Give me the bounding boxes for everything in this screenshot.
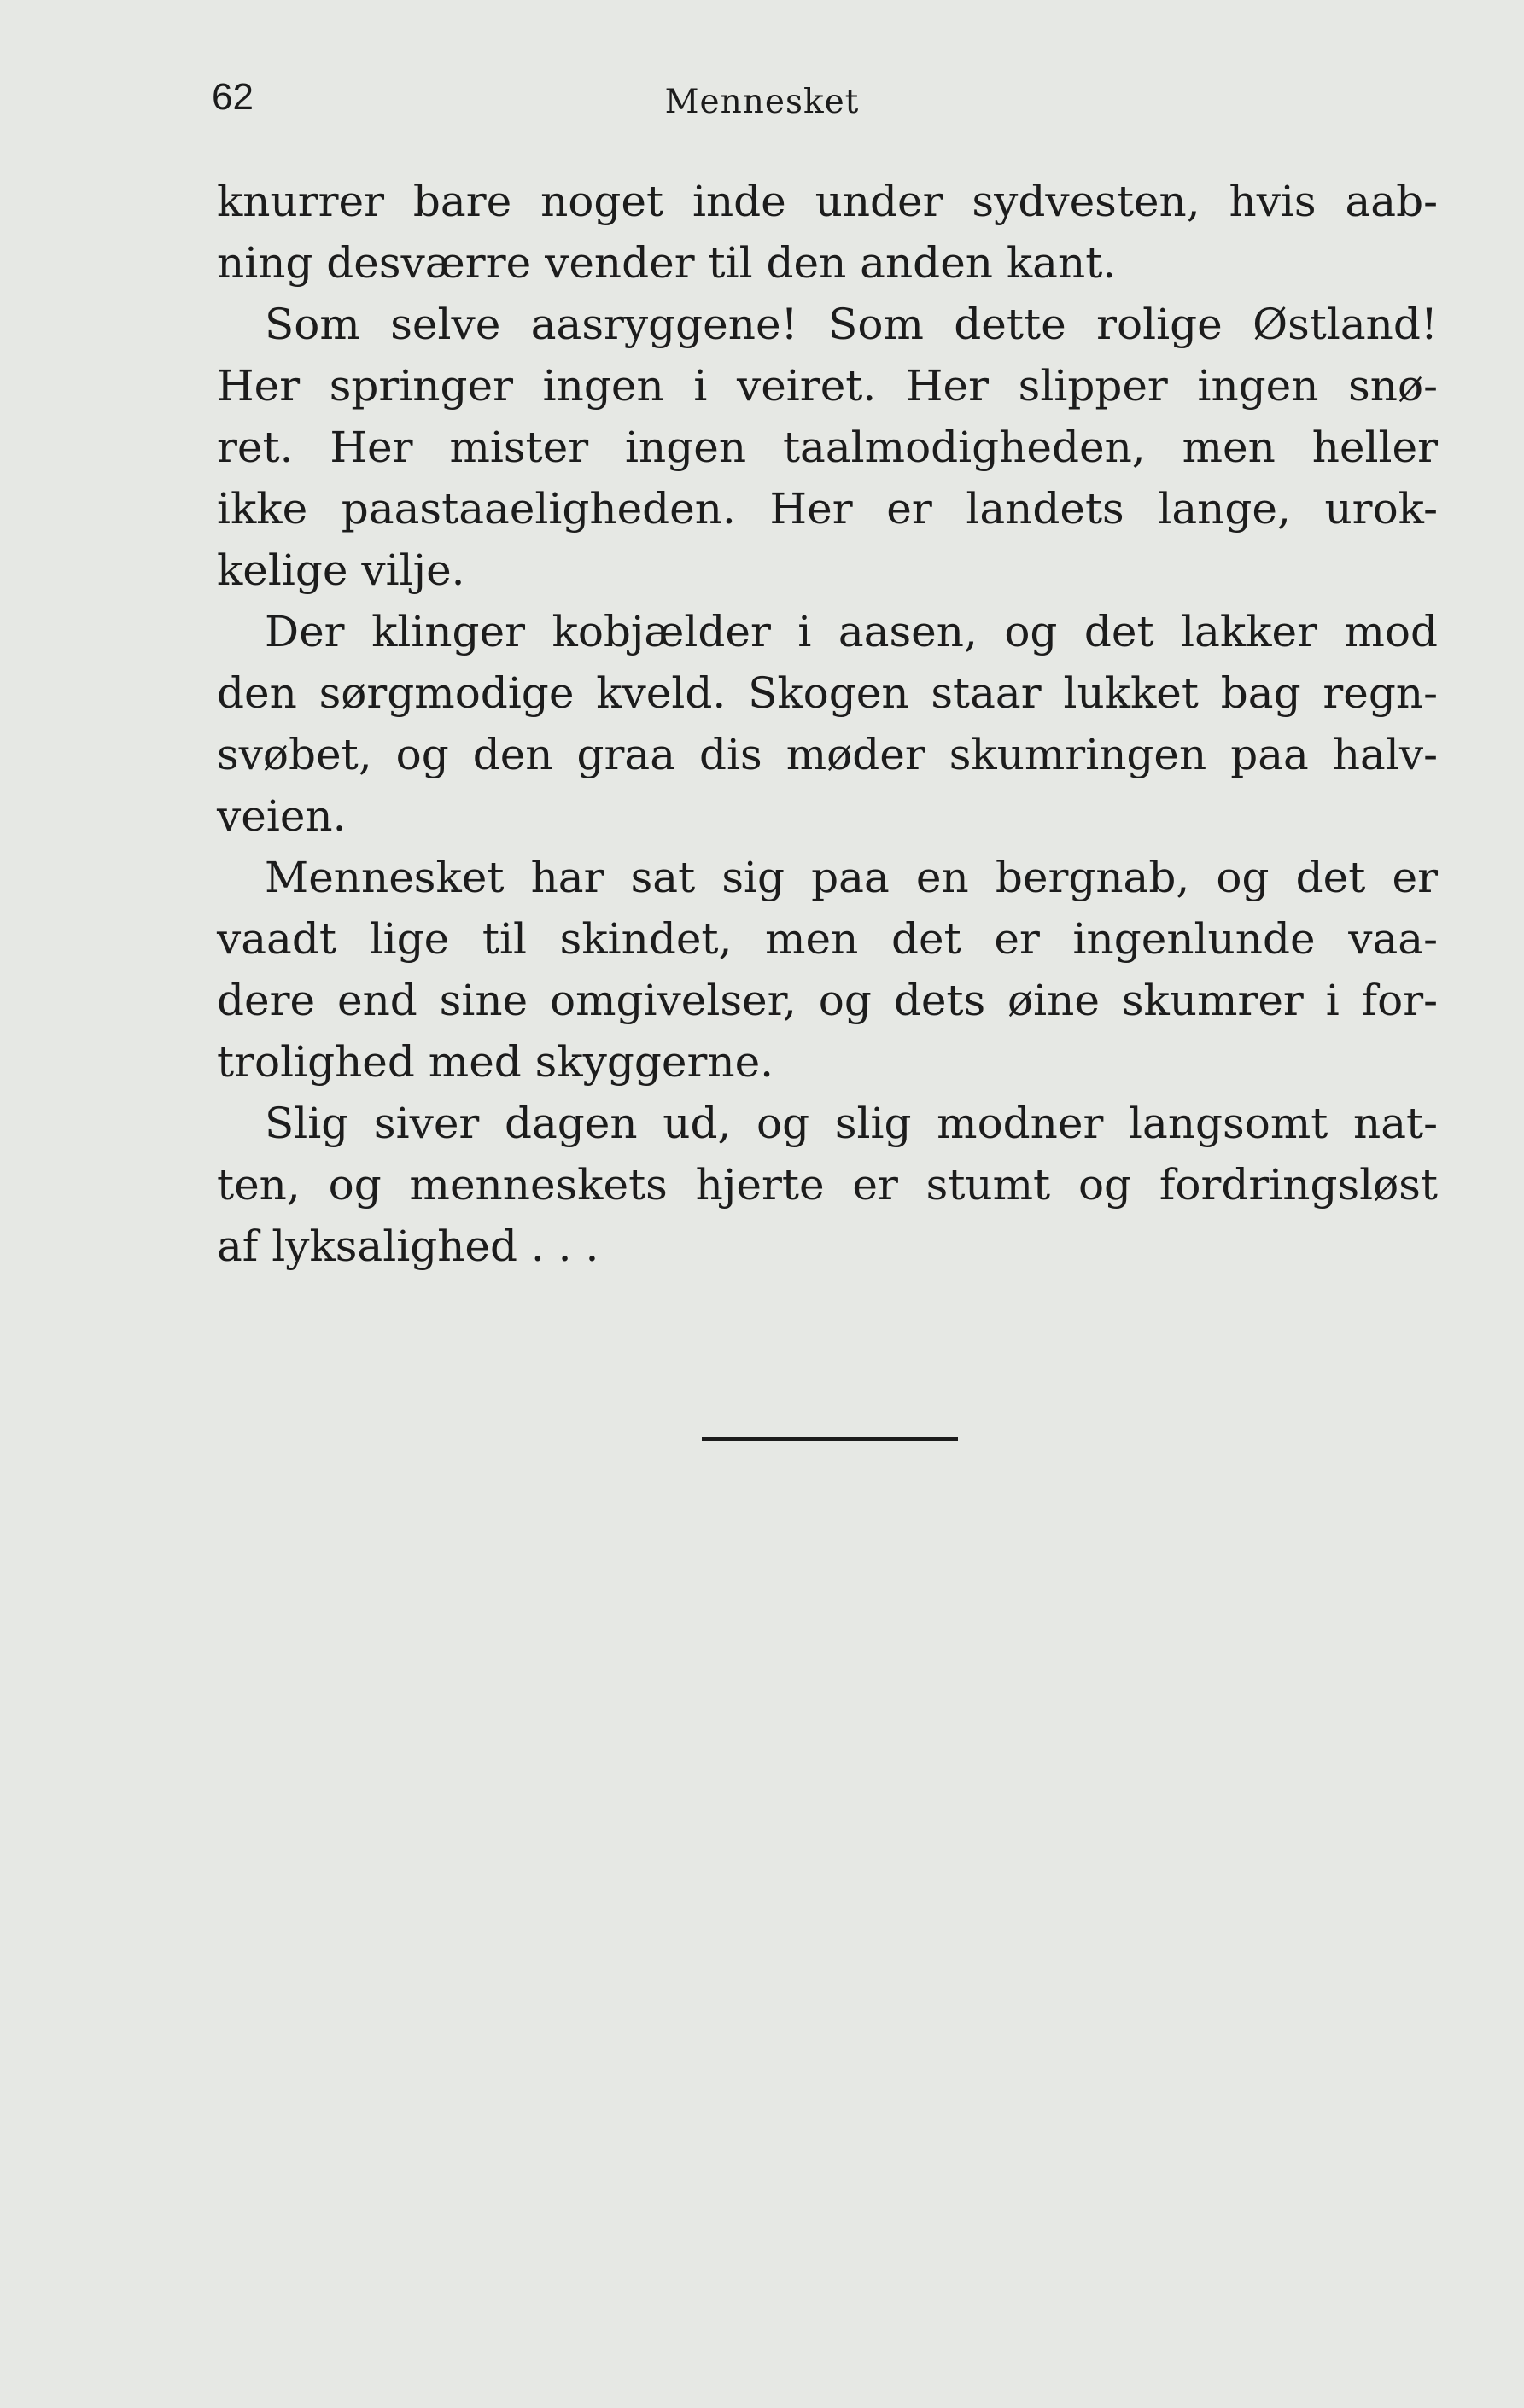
text-line: Slig siver dagen ud, og slig modner langsomt nat- — [265, 1099, 1438, 1148]
body-text — [217, 171, 1438, 1277]
text-line: vaadt lige til skindet, men det er ingenlunde vaa- — [217, 914, 1438, 964]
text-line: ikke paastaaeligheden. Her er landets lange, urok- — [217, 484, 1438, 533]
text-line: kelige vilje. — [217, 545, 465, 595]
text-line: trolighed med skyggerne. — [217, 1037, 774, 1087]
text-line: af lyksalighed . . . — [217, 1221, 599, 1271]
text-line: Som selve aasryggene! Som dette rolige Østland! — [265, 300, 1438, 349]
text-line: ret. Her mister ingen taalmodigheden, men heller — [217, 423, 1438, 472]
text-line: Her springer ingen i veiret. Her slipper ingen snø- — [217, 361, 1438, 411]
text-line: den sørgmodige kveld. Skogen staar lukket bag regn- — [217, 668, 1438, 718]
end-rule — [702, 1437, 958, 1441]
text-line: dere end sine omgivelser, og dets øine skumrer i for- — [217, 976, 1438, 1025]
text-line: knurrer bare noget inde under sydvesten, hvis aab- — [217, 177, 1438, 226]
text-line: ten, og menneskets hjerte er stumt og fordringsløst — [217, 1160, 1438, 1210]
text-line: Mennesket har sat sig paa en bergnab, og det er — [265, 853, 1438, 902]
text-line: Der klinger kobjælder i aasen, og det lakker mod — [265, 607, 1438, 656]
running-title: Mennesket — [664, 83, 860, 121]
text-line: veien. — [217, 791, 347, 841]
page-number: 62 — [212, 76, 254, 118]
text-line: ning desværre vender til den anden kant. — [217, 238, 1117, 288]
text-line: svøbet, og den graa dis møder skumringen paa halv- — [217, 730, 1438, 779]
